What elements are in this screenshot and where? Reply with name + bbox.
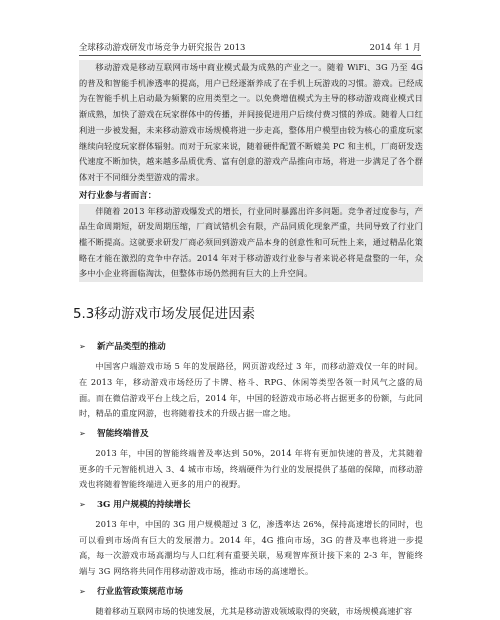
page-header: [79, 41, 421, 56]
bullet-heading-3g-users: [79, 497, 423, 513]
bullet-paragraph: 随着移动互联网市场的快速发展，尤其是移动游戏领域取得的突破，市场规模高速扩容: [95, 605, 413, 616]
header-date: 2014 年 1 月: [369, 42, 421, 52]
section-title: 5.3移动游戏市场发展促进因素: [73, 307, 255, 323]
bullet-arrow-icon: ➢: [79, 342, 86, 352]
bullet-heading-new-product-types: [79, 339, 423, 355]
bullet-arrow-icon: ➢: [79, 500, 86, 510]
bullet-paragraph: 2013 年中，中国的 3G 用户规模超过 3 亿，渗透率达 26%，保持高速增长的同时，也可以看到市场尚有巨大的发展潜力。2014 年，4G 推向市场，3G 的普及率也将进一步提高，每一次游戏市场高潮均与人口红利有重要关联，易观智库预计接下来的 2-3 年，智能终端与 3G 网络将共同作用移动游戏市场，推动市场的高速增长。: [79, 519, 423, 577]
participants-paragraph: 伴随着 2013 年移动游戏爆发式的增长，行业同时暴露出许多问题。竞争者过度参与，产品生命周期短，研发周期压缩，厂商试错机会有限，产品同质化现象严重，共同导致了行业门槛不断提高。这就要求研发厂商必须回到游戏产品本身的创意性和可玩性上来，通过精品化策略在才能在激烈的竞争中存活。2014 年对于移动游戏行业参与者来说必将是盘整的一年，众多中小企业将面临淘汰，但整体市场仍然拥有巨大的上升空间。: [79, 204, 423, 283]
bullet-paragraph: 中国客户端游戏市场 5 年的发展路径，网页游戏经过 3 年，而移动游戏仅一年的时间。在 2013 年，移动游戏市场经历了卡牌、格斗、RPG、休闲等类型各领一时风气之盛的局面。而在微信游戏平台上线之后，2014 年，中国的轻游戏市场必将占据更多的份额，与此同时，精品的重度网游，也将随着技术的升级占据一席之地。: [79, 361, 423, 419]
bullet-title: 新产品类型的推动: [97, 342, 166, 353]
bullet-title: 智能终端普及: [97, 428, 149, 439]
bullet-paragraph: 2013 年，中国的智能终端普及率达到 50%，2014 年将有更加快速的普及，尤其随着更多的千元智能机进入 3、4 城市市场，终端硬件为行业的发展提供了基础的保障，而移动游戏也将随着智能终端进入更多的用户的视野。: [79, 447, 423, 490]
bullet-arrow-icon: ➢: [79, 586, 86, 596]
bullet-heading-regulation: [79, 584, 423, 600]
intro-paragraph: 移动游戏是移动互联网市场中商业模式最为成熟的产业之一。随着 WiFi、3G 乃至 4G 的普及和智能手机渗透率的提高，用户已经逐渐养成了在手机上玩游戏的习惯。游戏。已经成为在智能手机上启动最为频繁的应用类型之一。以免费增值模式为主导的移动游戏商业模式日渐成熟，加快了游戏在玩家群体中的传播，并间接促进用户后续付费习惯的养成。随着人口红利进一步被发掘，未来移动游戏市场规模将进一步走高，整体用户模型由较为核心的重度玩家继续向轻度玩家群体辐射。而对于玩家来说，随着硬件配置不断媲美 PC 和主机，厂商研发迭代速度不断加快，越来越多品质优秀、富有创意的游戏产品推向市场，将进一步满足了各个群体对于不同细分类型游戏的需求。: [79, 60, 423, 186]
bullet-arrow-icon: ➢: [79, 428, 86, 438]
bullet-title: 行业监管政策规范市场: [97, 586, 183, 597]
bullet-title: 3G 用户规模的持续增长: [97, 500, 191, 511]
page-content: [73, 60, 423, 620]
participants-heading: 对行业参与者而言：: [79, 190, 157, 201]
bullet-heading-smart-terminals: [79, 426, 423, 442]
header-report-title: 全球移动游戏研发市场竞争力研究报告 2013: [79, 42, 246, 52]
